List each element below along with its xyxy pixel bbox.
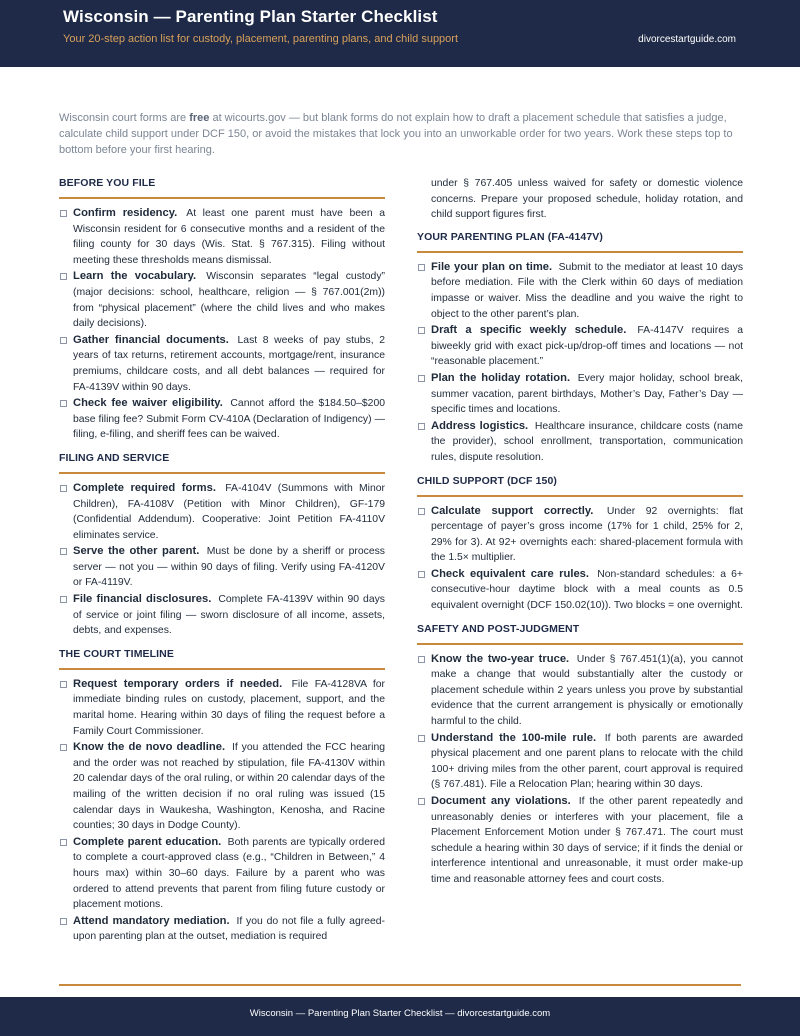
checklist-item [59, 396, 385, 443]
item-text: Under 92 overnights: flat percentage of payer’s gross income (17% for 1 child, 25% for 2, 29% for 3). At 92+ overnights each: shared-placement formula with the 1.5× multiplier. [431, 505, 743, 564]
item-text: If you attended the FCC hearing and the order was not reached by stipulation, file FA-4130V within 20 calendar days of the oral ruling, or within 20 calendar days of the mailing of the written decision if no oral ruling was issued (15 calendar days in Waukesha, Washington, Kenosha, and Racine counties; 30 days in Dodge County). [73, 742, 386, 832]
checkbox[interactable] [60, 337, 67, 344]
checklist-item [59, 481, 385, 543]
checkbox[interactable] [60, 485, 67, 492]
checklist-item [59, 740, 385, 834]
left-column [59, 177, 385, 946]
item-text: FA-4104V (Summons with Minor Children), FA-4108V (Petition with Minor Children), GF-179 (Confidential Addendum). Cooperative: Joint Petition FA-4110V eliminates service. [73, 482, 385, 541]
checkbox[interactable] [418, 571, 425, 578]
item-lead: File your plan on time. [431, 260, 553, 273]
checkbox[interactable] [418, 798, 425, 805]
footer-divider [59, 984, 741, 986]
page-subtitle: Your 20-step action list for custody, placement, parenting plans, and child support [63, 33, 459, 45]
checklist-item [417, 371, 743, 418]
section-heading: THE COURT TIMELINE [59, 648, 385, 670]
item-lead: Draft a specific weekly schedule. [431, 324, 627, 337]
item-text: Cannot afford the $184.50–$200 base filing fee? Submit Form CV-410A (Declaration of Indigency) — filing, e-filing, and sheriff fees can be waived. [73, 398, 386, 441]
item-text: Last 8 weeks of pay stubs, 2 years of tax returns, retirement accounts, mortgage/rent, insurance premiums, childcare costs, and all debt balances — required for FA-4139V within 90 days. [73, 334, 385, 393]
section-heading: FILING AND SERVICE [59, 452, 385, 474]
item-text: If the other parent repeatedly and unreasonably denies or interferes with your placement, file a Placement Enforcement Motion under § 767.471. The court must schedule a hearing within 30 days of service; if it finds the denial or interference intentional and unreasonable, it must order make-up time and reasonable attorney fees and court costs. [431, 796, 743, 885]
checklist-item [417, 567, 743, 614]
checkbox[interactable] [60, 744, 67, 751]
checkbox[interactable] [60, 273, 67, 280]
item-lead: Attend mandatory mediation. [73, 914, 230, 927]
item-lead: Gather financial documents. [73, 333, 229, 346]
section-safety-post-judgment [417, 623, 743, 888]
right-column [417, 176, 743, 889]
item-lead: File financial disclosures. [73, 593, 212, 606]
section-parenting-plan [417, 231, 743, 466]
checklist-item [59, 835, 385, 913]
checklist-item [59, 677, 385, 739]
item-text: Both parents are typically ordered to complete a court-approved class (e.g., “Children in Between,” 4 hours max) within 30–60 days. Failure by a parent who was ordered to attend prevents that parent from filing future custody or placement motions. [73, 836, 385, 911]
checkbox[interactable] [418, 375, 425, 382]
section-child-support [417, 475, 743, 614]
item-text: If you do not file a fully agreed-upon parenting plan at the outset, mediation is required [73, 915, 385, 943]
section-heading: SAFETY AND POST-JUDGMENT [417, 623, 743, 645]
checkbox[interactable] [60, 210, 67, 217]
item-lead: Know the two-year truce. [431, 652, 570, 665]
checkbox[interactable] [60, 839, 67, 846]
item-text: Under § 767.451(1)(a), you cannot make a change that would substantially alter the custody or placement schedule within 2 years unless you prove by substantial evidence that the current arrangement is physically or emotionally harmful to the child. [431, 653, 744, 728]
item-lead: Plan the holiday rotation. [431, 371, 571, 384]
checkbox[interactable] [60, 596, 67, 603]
checklist-item [59, 333, 385, 395]
checklist-item [417, 419, 743, 466]
intro-text-after: at wicourts.gov — but blank forms do not explain how to draft a placement schedule that satisfies a judge, calculate child support under DCF 150, or avoid the mistakes that lock you into an unworkable order for two years. Work these steps top to bottom before your first hearing. [59, 112, 733, 156]
item-lead: Request temporary orders if needed. [73, 677, 283, 690]
item-text: File FA-4128VA for immediate binding rules on custody, placement, support, and the marital home. Hearing within 30 days of filing the request before a Family Court Commissioner. [73, 678, 386, 737]
item-lead: Learn the vocabulary. [73, 270, 197, 283]
item-lead: Confirm residency. [73, 207, 178, 219]
item-text: Complete FA-4139V within 90 days of service or joint filing — sworn disclosure of all income, assets, debts, and expenses. [73, 594, 385, 637]
item-lead: Understand the 100-mile rule. [431, 731, 597, 744]
section-court-timeline [59, 648, 385, 945]
checkbox[interactable] [418, 327, 425, 334]
checklist-item [417, 323, 743, 370]
checkbox[interactable] [60, 548, 67, 555]
checklist-item [417, 260, 743, 322]
item-lead: Know the de novo deadline. [73, 741, 226, 754]
checklist-item [417, 652, 743, 730]
checklist-item [417, 504, 743, 566]
item-text: Non-standard schedules: a 6+ consecutive-hour daytime block with a meal counts as 0.5 equivalent overnight (DCF 150.02(10)). Two blocks = one overnight. [431, 568, 743, 612]
section-heading: CHILD SUPPORT (DCF 150) [417, 475, 743, 497]
item-lead: Document any violations. [431, 795, 571, 807]
item-text: FA-4147V requires a biweekly grid with exact pick-up/drop-off times and locations — not “reasonable placement.” [431, 325, 743, 368]
checkbox[interactable] [60, 681, 67, 688]
section-heading: YOUR PARENTING PLAN (FA-4147V) [417, 231, 743, 253]
item-text: Every major holiday, school break, summer vacation, parent birthdays, Mother’s Day, Father’s Day — specific times and locations. [431, 372, 744, 416]
item-text: Wisconsin separates “legal custody” (major decisions: school, healthcare, religion — § 767.001(2m)) from “physical placement” (where the child lives and who makes daily decisions). [73, 271, 385, 330]
item-lead: Complete parent education. [73, 835, 222, 848]
checklist-item [417, 794, 743, 888]
checklist-item [59, 592, 385, 639]
item-lead: Complete required forms. [73, 481, 216, 494]
checkbox[interactable] [418, 735, 425, 742]
checklist-item [417, 731, 743, 793]
checkbox[interactable] [60, 400, 67, 407]
section-heading: BEFORE YOU FILE [59, 177, 385, 199]
item-text: Must be done by a sheriff or process server — not you — within 90 days of filing. Verify using FA-4120V or FA-4119V. [73, 546, 385, 589]
item-text: If both parents are awarded physical placement and one parent plans to relocate with the child 100+ driving miles from the other parent, court approval is required (§ 767.481). File a Relocation Plan; hearing within 30 days. [431, 732, 744, 791]
section-filing-and-service [59, 452, 385, 639]
checkbox[interactable] [418, 264, 425, 271]
footer-text: Wisconsin — Parenting Plan Starter Checklist — divorcestartguide.com [249, 1008, 551, 1019]
checkbox[interactable] [418, 423, 425, 430]
intro-paragraph [59, 110, 743, 158]
item-text: Submit to the mediator at least 10 days before mediation. File with the Clerk within 60 days of mediation impasse or waiver. Miss the deadline and you waive the right to object to the other parent’s plan. [431, 261, 744, 320]
intro-text-bold: free [189, 112, 210, 124]
checklist-item [59, 914, 385, 945]
item-lead: Check equivalent care rules. [431, 567, 589, 580]
item-lead: Address logistics. [431, 419, 529, 432]
intro-text-before: Wisconsin court forms are [59, 112, 190, 124]
item-text: Healthcare insurance, childcare costs (name the provider), school enrollment, transportation, communication rules, dispute resolution. [431, 420, 743, 463]
section-before-you-file [59, 177, 385, 443]
checkbox[interactable] [418, 656, 425, 663]
item-lead: Calculate support correctly. [431, 504, 594, 517]
checklist-item [59, 269, 385, 331]
item-text: At least one parent must have been a Wisconsin resident for 6 consecutive months and a resident of the filing county for 30 days (Wis. Stat. § 767.315). Filing without meeting these thresholds means dismissal. [73, 208, 385, 266]
checklist-item [59, 544, 385, 591]
page-header [0, 0, 800, 67]
item-continuation: under § 767.405 unless waived for safety or domestic violence concerns. Prepare your proposed schedule, holiday rotation, and child support figures first. [431, 178, 743, 221]
checklist-item [59, 206, 385, 268]
header-site-link[interactable]: divorcestartguide.com [638, 34, 736, 45]
page-footer [0, 997, 800, 1036]
checkbox[interactable] [418, 508, 425, 515]
checkbox[interactable] [60, 918, 67, 925]
item-lead: Check fee waiver eligibility. [73, 397, 223, 410]
page-title: Wisconsin — Parenting Plan Starter Checklist [63, 7, 438, 26]
item-lead: Serve the other parent. [73, 545, 200, 558]
